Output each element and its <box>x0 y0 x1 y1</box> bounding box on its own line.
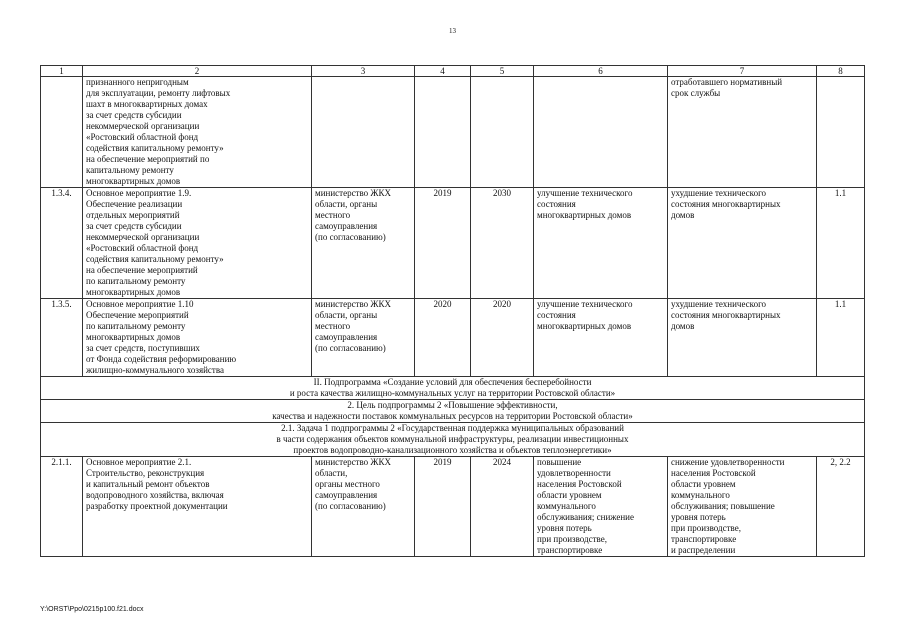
measure-name: Основное мероприятие 2.1. Строительство, реконструкция и капитальный ремонт объектов водопроводного хозяйства, включая разработку проектной документации <box>83 457 312 557</box>
row-number: 1.3.5. <box>41 299 83 377</box>
section-row <box>41 400 865 423</box>
column-number-row <box>41 66 865 77</box>
table-row <box>41 457 865 557</box>
section-row <box>41 423 865 457</box>
column-number: 6 <box>534 66 668 77</box>
non-implementation-consequence: ухудшение технического состояния многоквартирных домов <box>668 188 817 299</box>
end-year: 2030 <box>471 188 534 299</box>
column-number: 8 <box>817 66 865 77</box>
indicator-link: 2, 2.2 <box>817 457 865 557</box>
task-heading: 2.1. Задача 1 подпрограммы 2 «Государственная поддержка муниципальных образований в части содержания объектов коммунальной инфраструктуры, реализации инвестиционных проектов водопроводно-канализационного хозяйства и объектов теплоэнергетики» <box>41 423 865 457</box>
start-year: 2020 <box>415 299 471 377</box>
expected-result <box>534 77 668 188</box>
executor <box>312 77 415 188</box>
measure-name: Основное мероприятие 1.9. Обеспечение реализации отдельных мероприятий за счет средств субсидии некоммерческой организации «Ростовский областной фонд содействия капитальному ремонту» на обеспечение мероприятий по капитальному ремонту многоквартирных домов <box>83 188 312 299</box>
expected-result: повышение удовлетворенности населения Ростовской области уровнем коммунального обслуживания; снижение уровня потерь при производстве, транспортировке <box>534 457 668 557</box>
expected-result: улучшение технического состояния многоквартирных домов <box>534 188 668 299</box>
column-number: 2 <box>83 66 312 77</box>
executor: министерство ЖКХ области, органы местного самоуправления (по согласованию) <box>312 299 415 377</box>
indicator-link: 1.1 <box>817 188 865 299</box>
start-year: 2019 <box>415 457 471 557</box>
column-number: 4 <box>415 66 471 77</box>
column-number: 1 <box>41 66 83 77</box>
table-row <box>41 299 865 377</box>
table-row <box>41 77 865 188</box>
non-implementation-consequence: отработавшего нормативный срок службы <box>668 77 817 188</box>
end-year: 2024 <box>471 457 534 557</box>
measure-name: признанного непригодным для эксплуатации, ремонту лифтовых шахт в многоквартирных домах за счет средств субсидии некоммерческой организации «Ростовский областной фонд содействия капитальному ремонту» на обеспечение мероприятий по капитальному ремонту многоквартирных домов <box>83 77 312 188</box>
column-number: 7 <box>668 66 817 77</box>
row-number: 2.1.1. <box>41 457 83 557</box>
end-year <box>471 77 534 188</box>
file-path-footer: Y:\ORST\Ppo\0215p100.f21.docx <box>40 606 144 613</box>
start-year: 2019 <box>415 188 471 299</box>
row-number <box>41 77 83 188</box>
goal-heading: 2. Цель подпрограммы 2 «Повышение эффективности, качества и надежности поставок коммунальных ресурсов на территории Ростовской области» <box>41 400 865 423</box>
indicator-link: 1.1 <box>817 299 865 377</box>
measures-table <box>40 65 865 557</box>
column-number: 5 <box>471 66 534 77</box>
end-year: 2020 <box>471 299 534 377</box>
start-year <box>415 77 471 188</box>
expected-result: улучшение технического состояния многоквартирных домов <box>534 299 668 377</box>
measure-name: Основное мероприятие 1.10 Обеспечение мероприятий по капитальному ремонту многоквартирных домов за счет средств, поступивших от Фонда содействия реформированию жилищно-коммунального хозяйства <box>83 299 312 377</box>
executor: министерство ЖКХ области, органы местного самоуправления (по согласованию) <box>312 457 415 557</box>
non-implementation-consequence: снижение удовлетворенности населения Ростовской области уровнем коммунального обслуживания; повышение уровня потерь при производстве, транспортировке и распределении <box>668 457 817 557</box>
subprogram-heading: II. Подпрограмма «Создание условий для обеспечения бесперебойности и роста качества жилищно-коммунальных услуг на территории Ростовской области» <box>41 377 865 400</box>
indicator-link <box>817 77 865 188</box>
section-row <box>41 377 865 400</box>
row-number: 1.3.4. <box>41 188 83 299</box>
page-number: 13 <box>449 27 456 35</box>
non-implementation-consequence: ухудшение технического состояния многоквартирных домов <box>668 299 817 377</box>
table-row <box>41 188 865 299</box>
executor: министерство ЖКХ области, органы местного самоуправления (по согласованию) <box>312 188 415 299</box>
column-number: 3 <box>312 66 415 77</box>
